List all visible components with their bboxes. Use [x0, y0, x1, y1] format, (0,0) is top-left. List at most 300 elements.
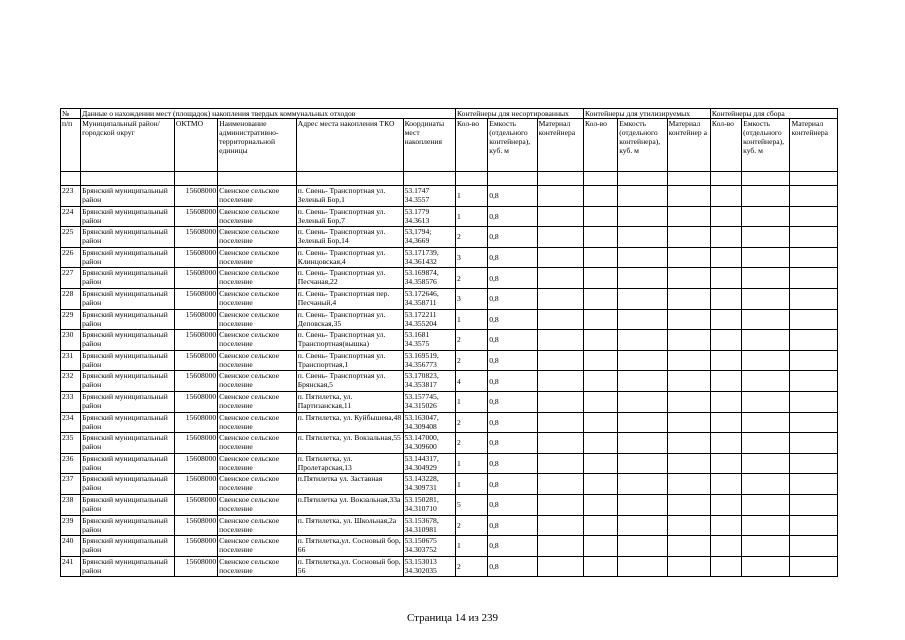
district-cell: Брянский муниципальный район: [81, 330, 175, 351]
empty-cell: [710, 309, 741, 330]
empty-cell: [710, 556, 741, 577]
empty-cell: [583, 247, 617, 268]
count-cell: 3: [455, 288, 487, 309]
count-cell: 2: [455, 433, 487, 454]
admin-unit-cell: Свенское сельское поселение: [218, 494, 297, 515]
header-count-collection: Кол-во: [710, 119, 741, 172]
empty-cell: [742, 391, 790, 412]
admin-unit-cell: Свенское сельское поселение: [218, 556, 297, 577]
coords-cell: 53.153013 34.302035: [403, 556, 455, 577]
admin-unit-cell: Свенское сельское поселение: [218, 309, 297, 330]
empty-cell: [618, 247, 667, 268]
empty-cell: [618, 309, 667, 330]
empty-cell: [583, 494, 617, 515]
empty-cell: [537, 391, 583, 412]
count-cell: 4: [455, 371, 487, 392]
address-cell: п. Свень- Транспортная пер. Песчаный,4: [296, 288, 403, 309]
address-cell: п. Свень- Транспортная ул. Транспортная,1: [296, 350, 403, 371]
empty-cell: [790, 433, 838, 454]
capacity-cell: 0,8: [488, 288, 537, 309]
empty-cell: [667, 391, 710, 412]
oktmo-cell: 15608000: [174, 330, 217, 351]
count-cell: 2: [455, 268, 487, 289]
empty-cell: [537, 227, 583, 248]
admin-unit-cell: Свенское сельское поселение: [218, 515, 297, 536]
empty-cell: [583, 330, 617, 351]
empty-cell: [710, 494, 741, 515]
header-coords: Координаты мест накопления: [403, 119, 455, 172]
empty-cell: [667, 371, 710, 392]
empty-cell: [667, 515, 710, 536]
empty-cell: [537, 412, 583, 433]
empty-cell: [583, 186, 617, 207]
empty-cell: [667, 453, 710, 474]
address-cell: п. Пятилетка, ул. Школьная,2а: [296, 515, 403, 536]
empty-cell: [537, 350, 583, 371]
empty-cell: [710, 206, 741, 227]
empty-cell: [710, 350, 741, 371]
empty-cell: [742, 515, 790, 536]
empty-cell: [710, 330, 741, 351]
empty-cell: [583, 474, 617, 495]
empty-cell: [537, 515, 583, 536]
count-cell: 5: [455, 494, 487, 515]
table-row: [61, 536, 838, 557]
empty-cell: [710, 268, 741, 289]
empty-cell: [537, 309, 583, 330]
table-row: [61, 268, 838, 289]
empty-cell: [667, 330, 710, 351]
empty-cell: [537, 247, 583, 268]
address-cell: п. Пятилетка,ул. Сосновый бор, 56: [296, 556, 403, 577]
empty-cell: [667, 288, 710, 309]
empty-cell: [618, 536, 667, 557]
address-cell: п. Пятилетка, ул. Пролетарская,13: [296, 453, 403, 474]
header-admin-unit: Наименование административно-территориальной единицы: [218, 119, 297, 172]
empty-cell: [742, 536, 790, 557]
header-material-collection: Материал контейнера: [790, 119, 838, 172]
header-capacity-collection: Емкость (отдельного контейнера), куб. м: [742, 119, 790, 172]
row-num: 231: [61, 350, 81, 371]
empty-cell: [537, 288, 583, 309]
header-count-recycled: Кол-во: [583, 119, 617, 172]
empty-cell: [583, 515, 617, 536]
empty-cell: [667, 268, 710, 289]
empty-cell: [537, 453, 583, 474]
oktmo-cell: 15608000: [174, 433, 217, 454]
empty-cell: [537, 474, 583, 495]
count-cell: 3: [455, 247, 487, 268]
admin-unit-cell: Свенское сельское поселение: [218, 350, 297, 371]
empty-cell: [790, 330, 838, 351]
empty-cell: [710, 515, 741, 536]
oktmo-cell: 15608000: [174, 515, 217, 536]
capacity-cell: 0,8: [488, 433, 537, 454]
district-cell: Брянский муниципальный район: [81, 247, 175, 268]
empty-cell: [742, 186, 790, 207]
header-capacity-recycled: Емкость (отдельного контейнера), куб. м: [618, 119, 667, 172]
empty-cell: [618, 227, 667, 248]
row-num: 239: [61, 515, 81, 536]
empty-cell: [583, 288, 617, 309]
header-count: Кол-во: [455, 119, 487, 172]
count-cell: 1: [455, 536, 487, 557]
coords-cell: 53.1681 34.3575: [403, 330, 455, 351]
row-num: 223: [61, 186, 81, 207]
coords-cell: 53.169874, 34.358576: [403, 268, 455, 289]
empty-cell: [537, 536, 583, 557]
oktmo-cell: 15608000: [174, 268, 217, 289]
count-cell: 2: [455, 330, 487, 351]
empty-cell: [667, 474, 710, 495]
row-num: 230: [61, 330, 81, 351]
empty-cell: [583, 371, 617, 392]
coords-cell: 53.157745, 34.315026: [403, 391, 455, 412]
empty-cell: [618, 371, 667, 392]
header-num: №: [61, 109, 81, 119]
table-row: [61, 556, 838, 577]
oktmo-cell: 15608000: [174, 309, 217, 330]
empty-cell: [537, 433, 583, 454]
row-num: 229: [61, 309, 81, 330]
empty-cell: [790, 268, 838, 289]
empty-cell: [710, 453, 741, 474]
empty-cell: [537, 494, 583, 515]
header-capacity: Емкость (отдельного контейнера), куб. м: [488, 119, 537, 172]
count-cell: 1: [455, 474, 487, 495]
capacity-cell: 0,8: [488, 309, 537, 330]
district-cell: Брянский муниципальный район: [81, 494, 175, 515]
row-num: 226: [61, 247, 81, 268]
header-oktmo: ОКТМО: [174, 119, 217, 172]
empty-cell: [667, 494, 710, 515]
empty-cell: [742, 268, 790, 289]
empty-cell: [537, 371, 583, 392]
capacity-cell: 0,8: [488, 556, 537, 577]
district-cell: Брянский муниципальный район: [81, 412, 175, 433]
oktmo-cell: 15608000: [174, 350, 217, 371]
oktmo-cell: 15608000: [174, 474, 217, 495]
empty-cell: [742, 371, 790, 392]
table-row: [61, 515, 838, 536]
district-cell: Брянский муниципальный район: [81, 371, 175, 392]
admin-unit-cell: Свенское сельское поселение: [218, 206, 297, 227]
address-cell: п. Пятилетка, ул. Партизанская,11: [296, 391, 403, 412]
empty-cell: [618, 515, 667, 536]
header-material: Материал контейнера: [537, 119, 583, 172]
admin-unit-cell: Свенское сельское поселение: [218, 186, 297, 207]
empty-cell: [583, 268, 617, 289]
oktmo-cell: 15608000: [174, 288, 217, 309]
header-group-recycled: Контейнеры для утилизируемых: [583, 109, 710, 119]
oktmo-cell: 15608000: [174, 556, 217, 577]
empty-cell: [710, 247, 741, 268]
row-num: 224: [61, 206, 81, 227]
empty-cell: [710, 186, 741, 207]
admin-unit-cell: Свенское сельское поселение: [218, 391, 297, 412]
empty-cell: [667, 412, 710, 433]
empty-cell: [667, 350, 710, 371]
empty-cell: [790, 309, 838, 330]
header-district: Муниципальный район/городской округ: [81, 119, 175, 172]
empty-cell: [790, 371, 838, 392]
district-cell: Брянский муниципальный район: [81, 515, 175, 536]
empty-cell: [537, 556, 583, 577]
admin-unit-cell: Свенское сельское поселение: [218, 433, 297, 454]
count-cell: 2: [455, 515, 487, 536]
empty-cell: [742, 227, 790, 248]
table-row: [61, 247, 838, 268]
coords-cell: 53.1779 34.3613: [403, 206, 455, 227]
address-cell: п. Пятилетка, ул. Куйбышева,48: [296, 412, 403, 433]
table-row: [61, 391, 838, 412]
capacity-cell: 0,8: [488, 474, 537, 495]
district-cell: Брянский муниципальный район: [81, 474, 175, 495]
coords-cell: 53.172211 34.355204: [403, 309, 455, 330]
empty-cell: [583, 433, 617, 454]
table-row: [61, 494, 838, 515]
empty-cell: [710, 433, 741, 454]
empty-cell: [618, 453, 667, 474]
table-row: [61, 227, 838, 248]
table-row: [61, 453, 838, 474]
count-cell: 2: [455, 412, 487, 433]
capacity-cell: 0,8: [488, 186, 537, 207]
row-num: 235: [61, 433, 81, 454]
capacity-cell: 0,8: [488, 227, 537, 248]
empty-cell: [790, 227, 838, 248]
table-row: [61, 309, 838, 330]
empty-cell: [618, 391, 667, 412]
admin-unit-cell: Свенское сельское поселение: [218, 288, 297, 309]
address-cell: п. Пятилетка,ул. Сосновый бор, 66: [296, 536, 403, 557]
empty-cell: [667, 536, 710, 557]
row-num: 225: [61, 227, 81, 248]
empty-cell: [710, 412, 741, 433]
empty-cell: [742, 247, 790, 268]
header-group-unsorted: Контейнеры для несортированных: [455, 109, 583, 119]
empty-cell: [710, 536, 741, 557]
empty-cell: [667, 186, 710, 207]
empty-cell: [742, 433, 790, 454]
admin-unit-cell: Свенское сельское поселение: [218, 330, 297, 351]
empty-cell: [742, 350, 790, 371]
admin-unit-cell: Свенское сельское поселение: [218, 247, 297, 268]
coords-cell: 53.147000, 34.309600: [403, 433, 455, 454]
row-num: 228: [61, 288, 81, 309]
row-num: 240: [61, 536, 81, 557]
capacity-cell: 0,8: [488, 371, 537, 392]
empty-cell: [537, 186, 583, 207]
count-cell: 1: [455, 391, 487, 412]
empty-cell: [710, 391, 741, 412]
empty-cell: [618, 433, 667, 454]
empty-cell: [583, 227, 617, 248]
empty-cell: [667, 556, 710, 577]
district-cell: Брянский муниципальный район: [81, 453, 175, 474]
empty-cell: [710, 474, 741, 495]
coords-cell: 53.171739, 34.361432: [403, 247, 455, 268]
row-num: 238: [61, 494, 81, 515]
oktmo-cell: 15608000: [174, 186, 217, 207]
table-row: [61, 186, 838, 207]
empty-cell: [742, 412, 790, 433]
empty-cell: [790, 288, 838, 309]
admin-unit-cell: Свенское сельское поселение: [218, 371, 297, 392]
empty-cell: [537, 330, 583, 351]
capacity-cell: 0,8: [488, 350, 537, 371]
empty-cell: [583, 350, 617, 371]
table-row: [61, 371, 838, 392]
table-row: [61, 474, 838, 495]
empty-cell: [583, 453, 617, 474]
capacity-cell: 0,8: [488, 206, 537, 227]
empty-cell: [583, 536, 617, 557]
table-row: [61, 288, 838, 309]
row-num: 232: [61, 371, 81, 392]
empty-cell: [710, 288, 741, 309]
oktmo-cell: 15608000: [174, 494, 217, 515]
header-group-location: Данные о нахождении мест (площадок) накопления твердых коммунальных отходов: [81, 109, 456, 119]
count-cell: 1: [455, 309, 487, 330]
empty-cell: [790, 494, 838, 515]
empty-cell: [790, 515, 838, 536]
tko-register-table: [60, 108, 838, 577]
district-cell: Брянский муниципальный район: [81, 288, 175, 309]
empty-cell: [742, 206, 790, 227]
address-cell: п. Свень- Транспортная ул. Зеленый Бор,14: [296, 227, 403, 248]
table-row: [61, 350, 838, 371]
oktmo-cell: 15608000: [174, 206, 217, 227]
coords-cell: 53.153678, 34.310981: [403, 515, 455, 536]
table-row: [61, 206, 838, 227]
empty-cell: [790, 391, 838, 412]
empty-cell: [790, 186, 838, 207]
empty-cell: [742, 474, 790, 495]
page-number: Страница 14 из 239: [406, 612, 499, 624]
coords-cell: 53.1747 34.3557: [403, 186, 455, 207]
empty-cell: [618, 474, 667, 495]
empty-cell: [790, 453, 838, 474]
admin-unit-cell: Свенское сельское поселение: [218, 536, 297, 557]
empty-cell: [742, 556, 790, 577]
empty-cell: [537, 206, 583, 227]
address-cell: п.Пятилетка ул. Вокзальная,33а: [296, 494, 403, 515]
address-cell: п. Свень- Транспортная ул. Зеленый Бор,1: [296, 186, 403, 207]
coords-cell: 53.150675 34.303752: [403, 536, 455, 557]
capacity-cell: 0,8: [488, 494, 537, 515]
district-cell: Брянский муниципальный район: [81, 268, 175, 289]
empty-cell: [583, 206, 617, 227]
admin-unit-cell: Свенское сельское поселение: [218, 268, 297, 289]
oktmo-cell: 15608000: [174, 227, 217, 248]
admin-unit-cell: Свенское сельское поселение: [218, 474, 297, 495]
empty-cell: [618, 268, 667, 289]
empty-cell: [790, 247, 838, 268]
empty-cell: [790, 206, 838, 227]
table-row: [61, 412, 838, 433]
coords-cell: 53.143228, 34.309731: [403, 474, 455, 495]
empty-cell: [742, 494, 790, 515]
district-cell: Брянский муниципальный район: [81, 433, 175, 454]
address-cell: п. Свень- Транспортная ул. Песчаная,22: [296, 268, 403, 289]
empty-cell: [667, 227, 710, 248]
count-cell: 1: [455, 453, 487, 474]
address-cell: п. Свень- Транспортная ул. Зеленый Бор,7: [296, 206, 403, 227]
admin-unit-cell: Свенское сельское поселение: [218, 453, 297, 474]
count-cell: 2: [455, 556, 487, 577]
row-num: 241: [61, 556, 81, 577]
oktmo-cell: 15608000: [174, 371, 217, 392]
empty-cell: [583, 309, 617, 330]
admin-unit-cell: Свенское сельское поселение: [218, 227, 297, 248]
capacity-cell: 0,8: [488, 391, 537, 412]
empty-cell: [583, 556, 617, 577]
row-num: 236: [61, 453, 81, 474]
address-cell: п. Свень- Транспортная ул. Брянская,5: [296, 371, 403, 392]
oktmo-cell: 15608000: [174, 536, 217, 557]
address-cell: п. Свень- Транспортная ул. Клинцовская,4: [296, 247, 403, 268]
address-cell: п. Пятилетка, ул. Вокзальная,55: [296, 433, 403, 454]
empty-cell: [742, 453, 790, 474]
coords-cell: 53.170823, 34.353817: [403, 371, 455, 392]
capacity-cell: 0,8: [488, 515, 537, 536]
row-num: 227: [61, 268, 81, 289]
coords-cell: 53.150281, 34.310710: [403, 494, 455, 515]
capacity-cell: 0,8: [488, 412, 537, 433]
empty-cell: [790, 474, 838, 495]
table-row: [61, 330, 838, 351]
coords-cell: 53,1794; 34,3669: [403, 227, 455, 248]
header-num2: п/п: [61, 119, 81, 172]
empty-cell: [742, 288, 790, 309]
empty-cell: [618, 186, 667, 207]
oktmo-cell: 15608000: [174, 391, 217, 412]
address-cell: п. Свень- Транспортная ул. Деповская,35: [296, 309, 403, 330]
table-row: [61, 433, 838, 454]
empty-cell: [710, 371, 741, 392]
empty-cell: [790, 350, 838, 371]
empty-cell: [583, 412, 617, 433]
capacity-cell: 0,8: [488, 536, 537, 557]
empty-cell: [618, 206, 667, 227]
empty-cell: [618, 288, 667, 309]
empty-cell: [618, 330, 667, 351]
empty-cell: [742, 330, 790, 351]
empty-cell: [667, 309, 710, 330]
district-cell: Брянский муниципальный район: [81, 350, 175, 371]
coords-cell: 53.172646, 34.358711: [403, 288, 455, 309]
empty-cell: [790, 536, 838, 557]
row-num: 233: [61, 391, 81, 412]
address-cell: п.Пятилетка ул. Заставная: [296, 474, 403, 495]
header-material-recycled: Материал контейнер а: [667, 119, 710, 172]
header-address: Адрес места накопления ТКО: [296, 119, 403, 172]
district-cell: Брянский муниципальный район: [81, 536, 175, 557]
empty-cell: [537, 268, 583, 289]
header-group-collection: Контейнеры для сбора: [710, 109, 837, 119]
district-cell: Брянский муниципальный район: [81, 556, 175, 577]
empty-cell: [790, 412, 838, 433]
count-cell: 1: [455, 206, 487, 227]
empty-cell: [618, 350, 667, 371]
empty-cell: [583, 391, 617, 412]
coords-cell: 53.163047, 34.309408: [403, 412, 455, 433]
empty-cell: [710, 227, 741, 248]
district-cell: Брянский муниципальный район: [81, 227, 175, 248]
capacity-cell: 0,8: [488, 247, 537, 268]
empty-cell: [667, 247, 710, 268]
